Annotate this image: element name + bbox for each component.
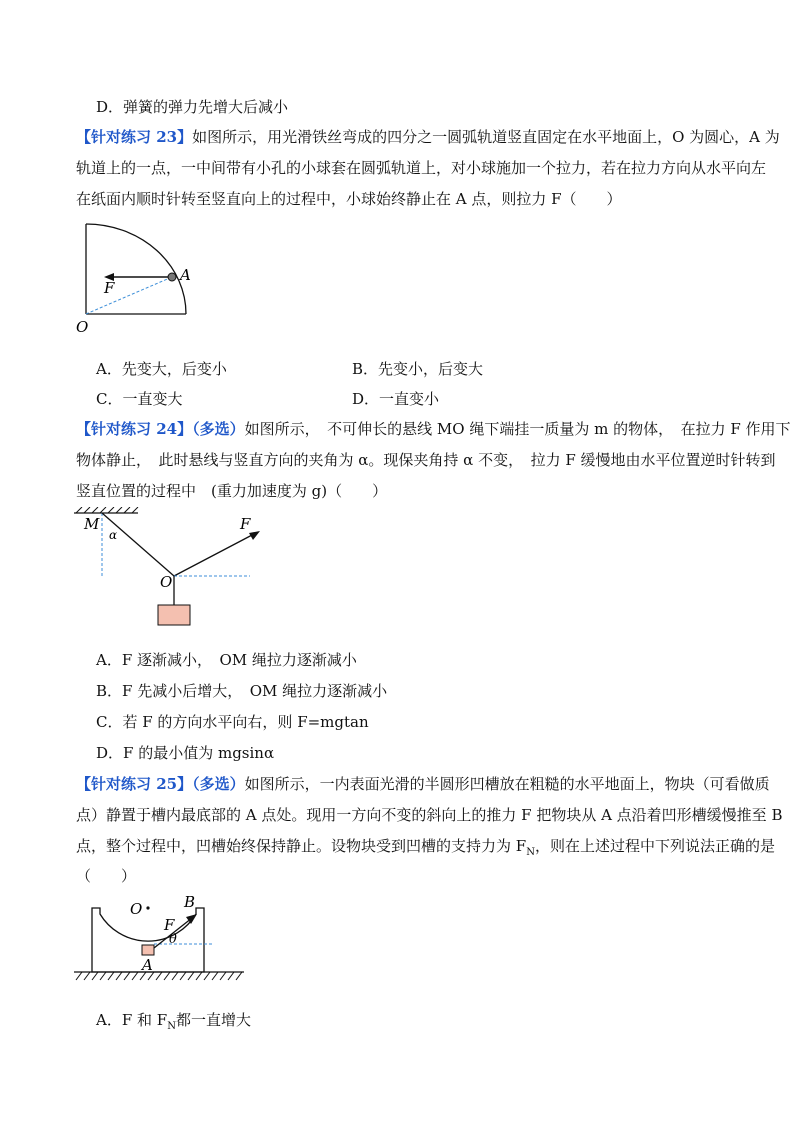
q24-option-c[interactable]: C．若 F 的方向水平向右，则 F=mgtan (96, 713, 369, 731)
q25-text1: 如图所示，一内表面光滑的半圆形凹槽放在粗糙的水平地面上，物块（可看做质 (244, 775, 770, 793)
q25-figure (72, 892, 252, 992)
q25-line4: （ ） (76, 867, 137, 885)
q23-line1 (76, 127, 780, 147)
q25-center-dot (146, 906, 149, 909)
q25-tag: 【针对练习 25】 (76, 775, 193, 793)
q25-arrowhead (186, 914, 197, 924)
q23-figure (74, 218, 214, 338)
q25-option-a-text: A．F 和 F (96, 1011, 168, 1029)
q24-figure (72, 507, 272, 632)
q23-label-a: A (180, 266, 191, 284)
q25-option-a-sub: N (167, 1021, 176, 1032)
q25-option-a-post: 都一直增大 (175, 1011, 251, 1029)
q25-line3 (76, 836, 775, 863)
q24-label-m: M (84, 515, 100, 533)
q24-rope-mo (102, 513, 174, 576)
q23-option-c[interactable]: C．一直变大 (96, 390, 183, 408)
q24-option-b[interactable]: B．F 先减小后增大， OM 绳拉力逐渐减小 (96, 682, 388, 700)
q25-label-f: F (164, 916, 175, 934)
q23-text1: 如图所示，用光滑铁丝弯成的四分之一圆弧轨道竖直固定在水平地面上，O 为圆心，A 为 (192, 128, 780, 146)
q24-text1: 如图所示， 不可伸长的悬线 MO 绳下端挂一质量为 m 的物体， 在拉力 F 作用下 (244, 420, 791, 438)
q23-option-b[interactable]: B．先变小，后变大 (352, 360, 484, 378)
q25-label-o: O (130, 900, 143, 918)
q24-force-f (174, 534, 254, 576)
q24-line3: 竖直位置的过程中 (重力加速度为 g)（ ） (76, 482, 388, 500)
q23-ball (168, 273, 176, 281)
q25-block (142, 945, 154, 955)
q24-ceiling-hatch (76, 507, 138, 513)
q24-option-a[interactable]: A．F 逐渐减小， OM 绳拉力逐渐减小 (96, 651, 357, 669)
q24-multi: （多选） (192, 420, 245, 438)
q25-ground-hatch (76, 972, 242, 980)
q23-tag: 【针对练习 23】 (76, 128, 193, 146)
q24-label-f: F (240, 515, 251, 533)
prev-option-d: D．弹簧的弹力先增大后减小 (96, 98, 289, 116)
q23-label-f: F (104, 279, 115, 297)
q23-option-d[interactable]: D．一直变小 (352, 390, 440, 408)
q23-label-o: O (76, 318, 89, 336)
q24-tag: 【针对练习 24】 (76, 420, 193, 438)
q25-multi: （多选） (192, 775, 245, 793)
q25-line2: 点）静置于槽内最底部的 A 点处。现用一方向不变的斜向上的推力 F 把物块从 A 点沿着凹形槽缓慢推至 B (76, 806, 783, 824)
q23-radius-dashed (86, 277, 172, 314)
q25-label-a: A (142, 956, 153, 974)
q25-text3-post: ，则在上述过程中下列说法正确的是 (534, 837, 775, 855)
q25-text3: 点，整个过程中，凹槽始终保持静止。设物块受到凹槽的支持力为 F (76, 837, 527, 855)
q25-sub-n: N (526, 847, 535, 858)
q23-option-a[interactable]: A．先变大，后变小 (96, 360, 227, 378)
q23-line3: 在纸面内顺时针转至竖直向上的过程中，小球始终静止在 A 点，则拉力 F（ ） (76, 190, 622, 208)
q24-label-alpha: α (109, 528, 118, 542)
q24-line2: 物体静止， 此时悬线与竖直方向的夹角为 α。现保夹角持 α 不变， 拉力 F 缓慢地由水平位置逆时针转到 (76, 451, 776, 469)
q24-label-o: O (160, 573, 173, 591)
q24-line1 (76, 419, 791, 439)
q25-option-a[interactable] (96, 1010, 251, 1037)
q25-label-theta: θ (169, 932, 177, 947)
q23-line2: 轨道上的一点，一中间带有小孔的小球套在圆弧轨道上，对小球施加一个拉力，若在拉力方向从水平向左 (76, 159, 767, 177)
q24-arrowhead (249, 531, 260, 540)
q23-arc (86, 224, 186, 314)
q24-block (158, 605, 190, 625)
q24-option-d[interactable]: D．F 的最小值为 mgsinα (96, 744, 275, 762)
q25-label-b: B (184, 893, 196, 911)
q25-line1 (76, 774, 770, 794)
